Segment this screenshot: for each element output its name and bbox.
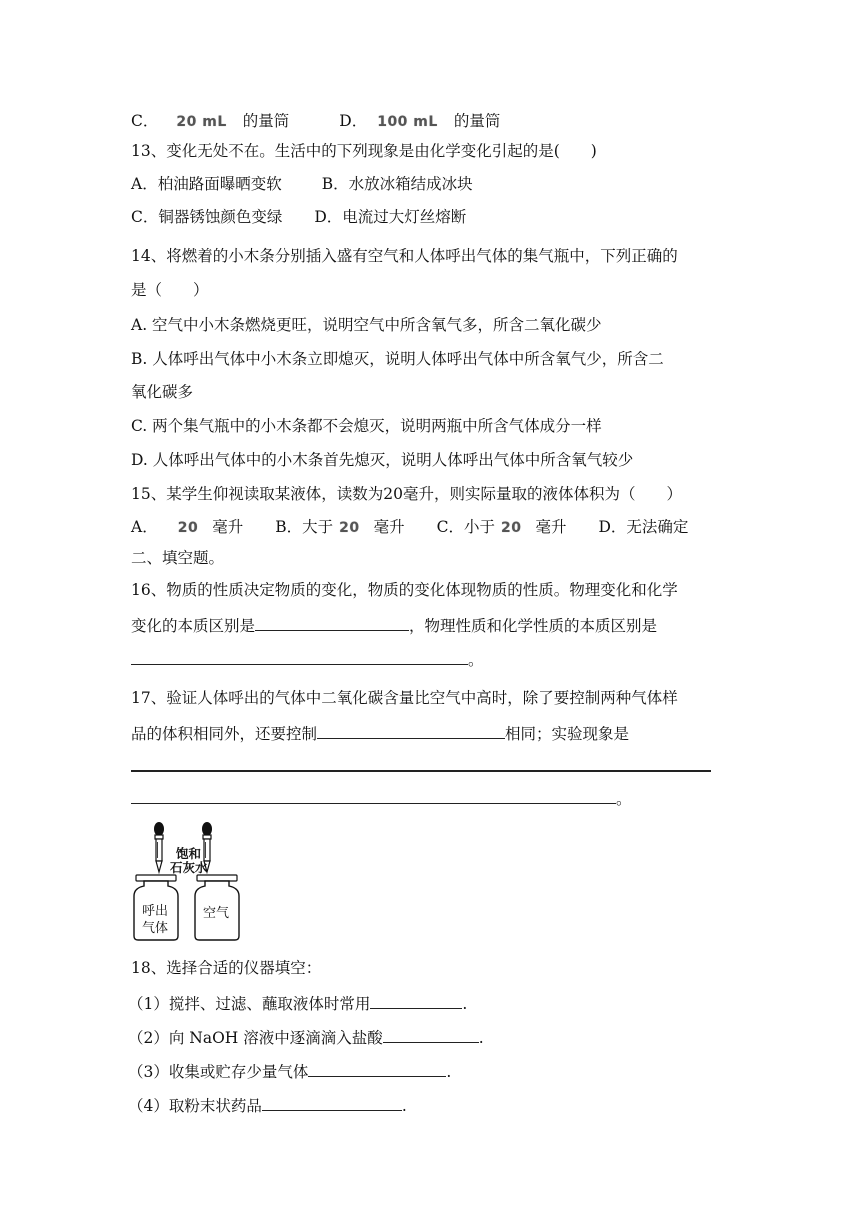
q15-option-a-value: 20 [177, 520, 199, 536]
q16-line-2 [131, 614, 657, 636]
bottle-left-label-1: 呼出 [142, 904, 169, 919]
dropper-label-1: 饱和 [176, 846, 202, 861]
q16-blank-2[interactable] [131, 648, 468, 665]
q15-stem: 15、某学生仰视读取某液体，读数为20毫升，则实际量取的液体体积为（ ） [131, 485, 682, 503]
q15-option-b-value: 20 [339, 520, 360, 536]
q18-item-2-text: （2）向 NaOH 溶液中逐滴滴入盐酸 [128, 1029, 383, 1047]
q18-item-2-end: . [478, 1029, 484, 1047]
q17-blank-3[interactable] [131, 787, 616, 804]
q18-item-3-end: . [446, 1063, 452, 1081]
section-fill-in: 二、填空题。 [131, 549, 225, 567]
q18-item-3 [128, 1060, 451, 1082]
q14-option-d: D. 人体呼出气体中的小木条首先熄灭，说明人体呼出气体中所含氧气较少 [131, 451, 634, 469]
q16-line-3 [131, 648, 484, 670]
q13-option-c: C．铜器锈蚀颜色变绿 [131, 208, 283, 226]
q17-end: 。 [616, 790, 632, 808]
q18-item-1-text: （1）搅拌、过滤、蘸取液体时常用 [128, 995, 371, 1013]
q15-option-a-label: A． [131, 518, 158, 536]
bottle-right-label: 空气 [203, 906, 230, 921]
q16-end: 。 [468, 651, 484, 669]
q18-item-3-text: （3）收集或贮存少量气体 [128, 1063, 309, 1081]
q15-option-c-label: C．小于 [436, 518, 495, 536]
q17-line-2 [131, 722, 629, 744]
option-c-text: 的量筒 [242, 112, 290, 130]
bottle-left-label-2: 气体 [142, 921, 169, 936]
q18-stem: 18、选择合适的仪器填空： [131, 959, 322, 977]
q15-option-d: D．无法确定 [598, 518, 689, 536]
q18-blank-4[interactable] [262, 1094, 402, 1111]
q14-option-c: C. 两个集气瓶中的小木条都不会熄灭，说明两瓶中所含气体成分一样 [131, 417, 602, 435]
q13-option-b: B．水放冰箱结成冰块 [321, 175, 473, 193]
q16-line-1: 16、物质的性质决定物质的变化，物质的变化体现物质的性质。物理变化和化学 [131, 581, 678, 599]
q14-option-a: A. 空气中小木条燃烧更旺，说明空气中所含氧气多，所含二氧化碳少 [131, 316, 602, 334]
dropper-left-icon [154, 822, 164, 872]
q13-option-a: A．柏油路面曝晒变软 [131, 175, 282, 193]
option-d-label: D． [339, 112, 368, 130]
volume-100ml-image: 100 mL [377, 114, 438, 130]
q14-stem-1: 14、将燃着的小木条分别插入盛有空气和人体呼出气体的集气瓶中，下列正确的 [131, 247, 678, 265]
volume-20ml-image: 20 mL [176, 114, 227, 130]
q18-blank-2[interactable] [383, 1026, 479, 1043]
q15-option-b-unit: 毫升 [373, 518, 405, 536]
q15-option-c-unit: 毫升 [535, 518, 567, 536]
bottle-left-label [142, 903, 168, 937]
q17-text-b: 相同；实验现象是 [505, 725, 630, 743]
q15-option-c-value: 20 [500, 520, 522, 536]
q13-stem: 13、变化无处不在。生活中的下列现象是由化学变化引起的是( ) [131, 142, 597, 160]
q17-line-1: 17、验证人体呼出的气体中二氧化碳含量比空气中高时，除了要控制两种气体样 [131, 689, 678, 707]
q12-options-line [131, 111, 500, 132]
q15-option-a-unit: 毫升 [212, 518, 244, 536]
q18-item-4 [128, 1094, 407, 1116]
experiment-figure [130, 820, 245, 942]
q17-blank-2[interactable] [131, 770, 711, 772]
q16-text-a: 变化的本质区别是 [131, 617, 256, 635]
q17-blank-1[interactable] [317, 722, 505, 739]
q13-options-ab [131, 174, 473, 194]
q17-line-4 [131, 787, 632, 809]
q16-blank-1[interactable] [255, 614, 409, 631]
q18-item-4-end: . [401, 1097, 407, 1115]
dropper-label-2: 石灰水 [170, 860, 208, 875]
q18-item-1-end: . [462, 995, 468, 1013]
q14-option-b-2: 氧化碳多 [131, 383, 194, 401]
q17-text-a: 品的体积相同外，还要控制 [131, 725, 318, 743]
option-c-label: C． [131, 112, 159, 130]
q18-blank-1[interactable] [370, 992, 462, 1009]
q18-blank-3[interactable] [308, 1060, 446, 1077]
q16-text-b: ，物理性质和化学性质的本质区别是 [409, 617, 658, 635]
dropper-label [170, 847, 208, 875]
q18-item-4-text: （4）取粉末状药品 [128, 1097, 262, 1115]
q14-stem-2: 是（ ） [131, 281, 209, 299]
q15-options [131, 517, 688, 538]
q14-option-b-1: B. 人体呼出气体中小木条立即熄灭，说明人体呼出气体中所含氧气少，所含二 [131, 350, 664, 368]
q18-item-1 [128, 992, 467, 1014]
q15-option-b-label: B．大于 [275, 518, 334, 536]
q13-options-cd [131, 207, 466, 227]
q18-item-2 [128, 1026, 484, 1048]
option-d-text: 的量筒 [453, 112, 501, 130]
q13-option-d: D．电流过大灯丝熔断 [314, 208, 467, 226]
